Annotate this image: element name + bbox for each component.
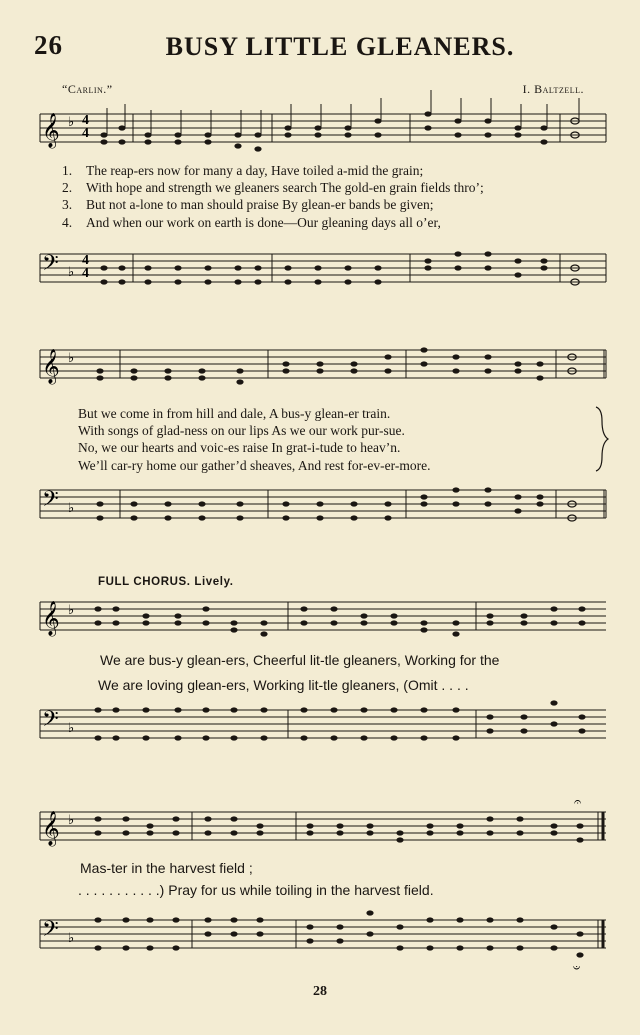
svg-text:4: 4	[82, 266, 89, 281]
treble-clef-icon: 𝄞	[42, 349, 60, 384]
treble-staff-system-2	[0, 340, 640, 400]
verse-line: No, we our hearts and voic-es raise In grat-i-tude to heav’n.	[78, 440, 401, 456]
verse-line: We’ll car-ry home our gather’d sheaves, And rest for-ev-er-more.	[78, 457, 431, 473]
fermata-icon: 𝄑	[573, 961, 581, 976]
page-footer-number: 28	[313, 984, 327, 999]
bass-clef-icon: 𝄢	[42, 917, 59, 947]
treble-staff-system-1	[0, 104, 640, 164]
svg-text:♭: ♭	[68, 265, 75, 280]
verse-number: 1.	[62, 163, 73, 178]
composer-name: I. Baltzell.	[522, 82, 584, 96]
treble-staff-system-3	[0, 592, 640, 652]
verse-number: 3.	[62, 197, 73, 213]
svg-text:4: 4	[82, 126, 89, 141]
chorus-heading: FULL CHORUS. Lively.	[98, 576, 234, 588]
bass-staff-system-3	[0, 700, 640, 760]
page-number: 26	[34, 30, 63, 60]
verse-lyrics-system-2	[78, 405, 618, 474]
svg-text:♭: ♭	[68, 115, 75, 130]
treble-staff-system-4	[0, 795, 640, 862]
treble-clef-icon: 𝄞	[42, 113, 60, 148]
verse-number: 2.	[62, 180, 73, 196]
hymn-title: BUSY LITTLE GLEANERS.	[165, 32, 515, 61]
bass-staff-system-1	[0, 244, 640, 304]
bass-staff-system-2	[0, 480, 640, 540]
chorus-lyric-line: Mas-ter in the harvest field ;	[80, 860, 253, 876]
verse-line	[62, 214, 602, 231]
tune-name: “Carlin.”	[62, 82, 113, 96]
verse-lyrics-system-1	[62, 162, 602, 231]
svg-text:♭: ♭	[68, 721, 75, 736]
bass-clef-icon: 𝄢	[42, 707, 59, 737]
verse-text: And when our work on earth is done—Our gleaning days all o’er,	[86, 214, 441, 230]
verse-text: With hope and strength we gleaners search The gold-en grain fields thro’;	[86, 180, 484, 196]
verse-line: But we come in from hill and dale, A bus-y glean-er train.	[78, 406, 391, 421]
chorus-lyric-line: . . . . . . . . . . .) Pray for us while toiling in the harvest field.	[78, 882, 434, 898]
verse-text: But not a-lone to man should praise By glean-er bands be given;	[86, 197, 434, 213]
bass-clef-icon: 𝄢	[42, 251, 59, 281]
svg-text:♭: ♭	[68, 501, 75, 516]
fermata-icon: 𝄐	[574, 795, 582, 810]
verse-brace-icon	[592, 405, 612, 475]
verse-line: With songs of glad-ness on our lips As we our work pur-sue.	[78, 423, 405, 439]
chorus-lyric-line: We are loving glean-ers, Working lit-tle gleaners, (Omit . . . .	[98, 677, 469, 693]
treble-clef-icon: 𝄞	[42, 811, 60, 846]
bass-staff-system-4	[0, 910, 640, 980]
verse-line	[62, 196, 602, 213]
chorus-lyric-line: We are bus-y glean-ers, Cheerful lit-tle gleaners, Working for the	[100, 652, 500, 668]
verse-number: 4.	[62, 214, 73, 230]
svg-text:4: 4	[82, 253, 89, 268]
svg-text:♭: ♭	[68, 813, 75, 828]
verse-line	[62, 162, 602, 179]
svg-text:♭: ♭	[68, 603, 75, 618]
verse-line	[62, 179, 602, 196]
treble-clef-icon: 𝄞	[42, 601, 60, 636]
svg-text:♭: ♭	[68, 351, 75, 366]
bass-clef-icon: 𝄢	[42, 487, 59, 517]
verse-text: The reap-ers now for many a day, Have toiled a-mid the grain;	[86, 163, 424, 178]
svg-text:♭: ♭	[68, 931, 75, 946]
svg-text:4: 4	[82, 113, 89, 128]
